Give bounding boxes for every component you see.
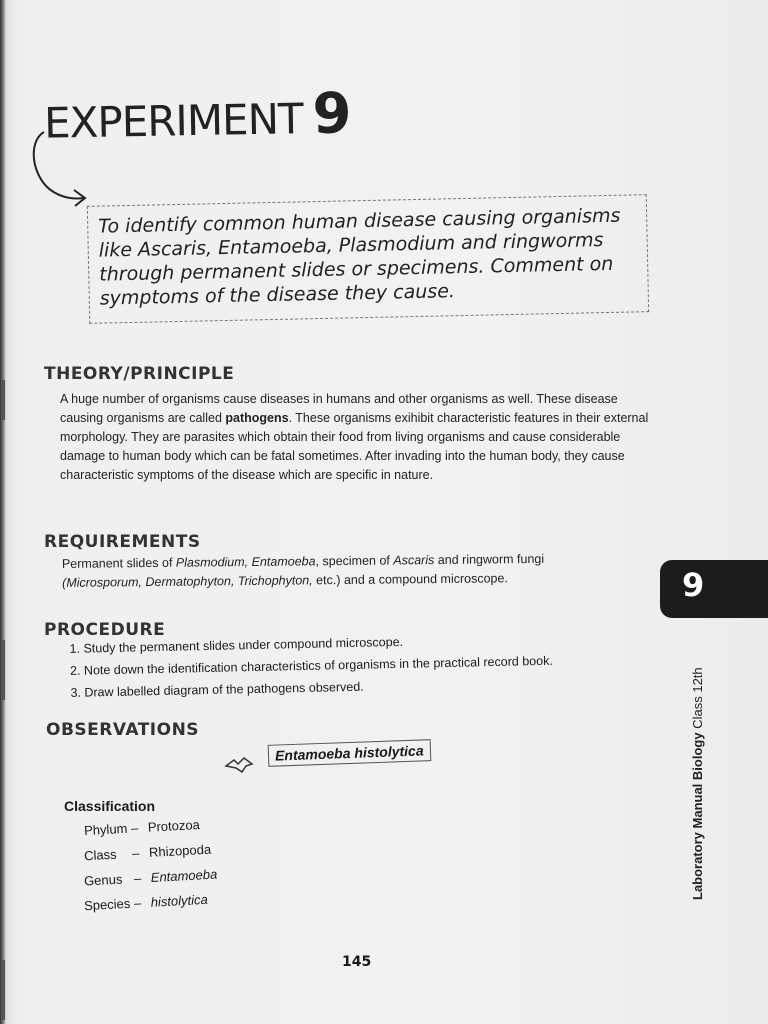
theory-bold-term: pathogens <box>225 411 289 425</box>
procedure-step: 1. Study the permanent slides under compound microscope. <box>69 634 404 656</box>
book-spine-shadow <box>0 0 6 1024</box>
pointing-hand-icon <box>224 754 254 774</box>
species-title: Entamoeba histolytica <box>268 739 431 767</box>
classification-row <box>84 892 208 913</box>
classification-value: Rhizopoda <box>148 841 212 860</box>
theory-text: . These organisms exihibit characteristic features in their external morphology. They are parasites which obtain their food from living organisms and cause considerable damage to human body which can be fatal sometimes. After invading into the human body, they cause characteristic symptoms of the disease which are specific in nature. <box>60 411 649 482</box>
requirements-italic: Plasmodium, Entamoeba <box>175 554 316 570</box>
procedure-list <box>69 626 630 704</box>
classification-row <box>84 817 201 838</box>
chapter-tab-number: 9 <box>682 566 705 604</box>
classification-dash: – <box>133 895 142 911</box>
classification-label: Class <box>83 846 117 864</box>
observations-heading: OBSERVATIONS <box>46 720 200 740</box>
requirements-text: etc.) and a compound microscope. <box>312 571 508 588</box>
classification-dash: – <box>130 820 139 836</box>
classification-label: Genus <box>83 871 123 889</box>
edge-mark <box>2 380 5 420</box>
classification-value: Protozoa <box>147 816 201 835</box>
requirements-paragraph <box>62 549 622 593</box>
aim-text: To identify common human disease causing organisms like Ascaris, Entamoeba, Plasmodium and ringworms through permanent slides or specimens. Comment on symptoms of the disease they cause. <box>98 204 621 310</box>
curved-arrow-icon <box>28 128 98 210</box>
requirements-italic: (Microsporum, Dermatophyton, Trichophyton, <box>62 573 313 590</box>
theory-paragraph <box>60 390 652 485</box>
classification-dash: – <box>133 870 142 886</box>
classification-dash: – <box>131 845 140 861</box>
requirements-heading: REQUIREMENTS <box>44 532 201 552</box>
procedure-step: 2. Note down the identification characteristics of organisms in the practical record book. <box>69 653 553 678</box>
procedure-step: 3. Draw labelled diagram of the pathogens observed. <box>70 679 364 700</box>
side-class: Class 12th <box>690 667 705 729</box>
edge-mark <box>2 960 5 1020</box>
requirements-text: Permanent slides of <box>61 555 176 571</box>
classification-row <box>84 867 218 889</box>
classification-row <box>84 842 212 864</box>
chapter-tab <box>660 560 768 618</box>
experiment-word: EXPERIMENT <box>43 94 304 148</box>
side-book-title: Laboratory Manual <box>690 783 705 900</box>
procedure-heading: PROCEDURE <box>44 620 166 640</box>
experiment-number: 9 <box>312 81 352 147</box>
side-book-label <box>690 667 705 900</box>
requirements-italic: Ascaris <box>393 553 435 568</box>
classification-title: Classification <box>64 798 156 814</box>
classification-label: Species <box>83 895 131 914</box>
classification-value: Entamoeba <box>150 866 218 885</box>
requirements-text: and ringworm fungi <box>434 551 545 568</box>
aim-box <box>87 194 649 324</box>
classification-value: histolytica <box>150 891 209 910</box>
requirements-text: , specimen of <box>315 553 394 569</box>
classification-label: Phylum <box>83 820 128 839</box>
theory-heading: THEORY/PRINCIPLE <box>44 364 235 384</box>
theory-text: A huge number of organisms cause diseases in humans and other organisms as well. These disease causing organisms are called <box>60 392 618 425</box>
edge-mark <box>2 640 5 700</box>
side-subject: Biology <box>690 732 705 781</box>
page-number: 145 <box>342 954 372 970</box>
